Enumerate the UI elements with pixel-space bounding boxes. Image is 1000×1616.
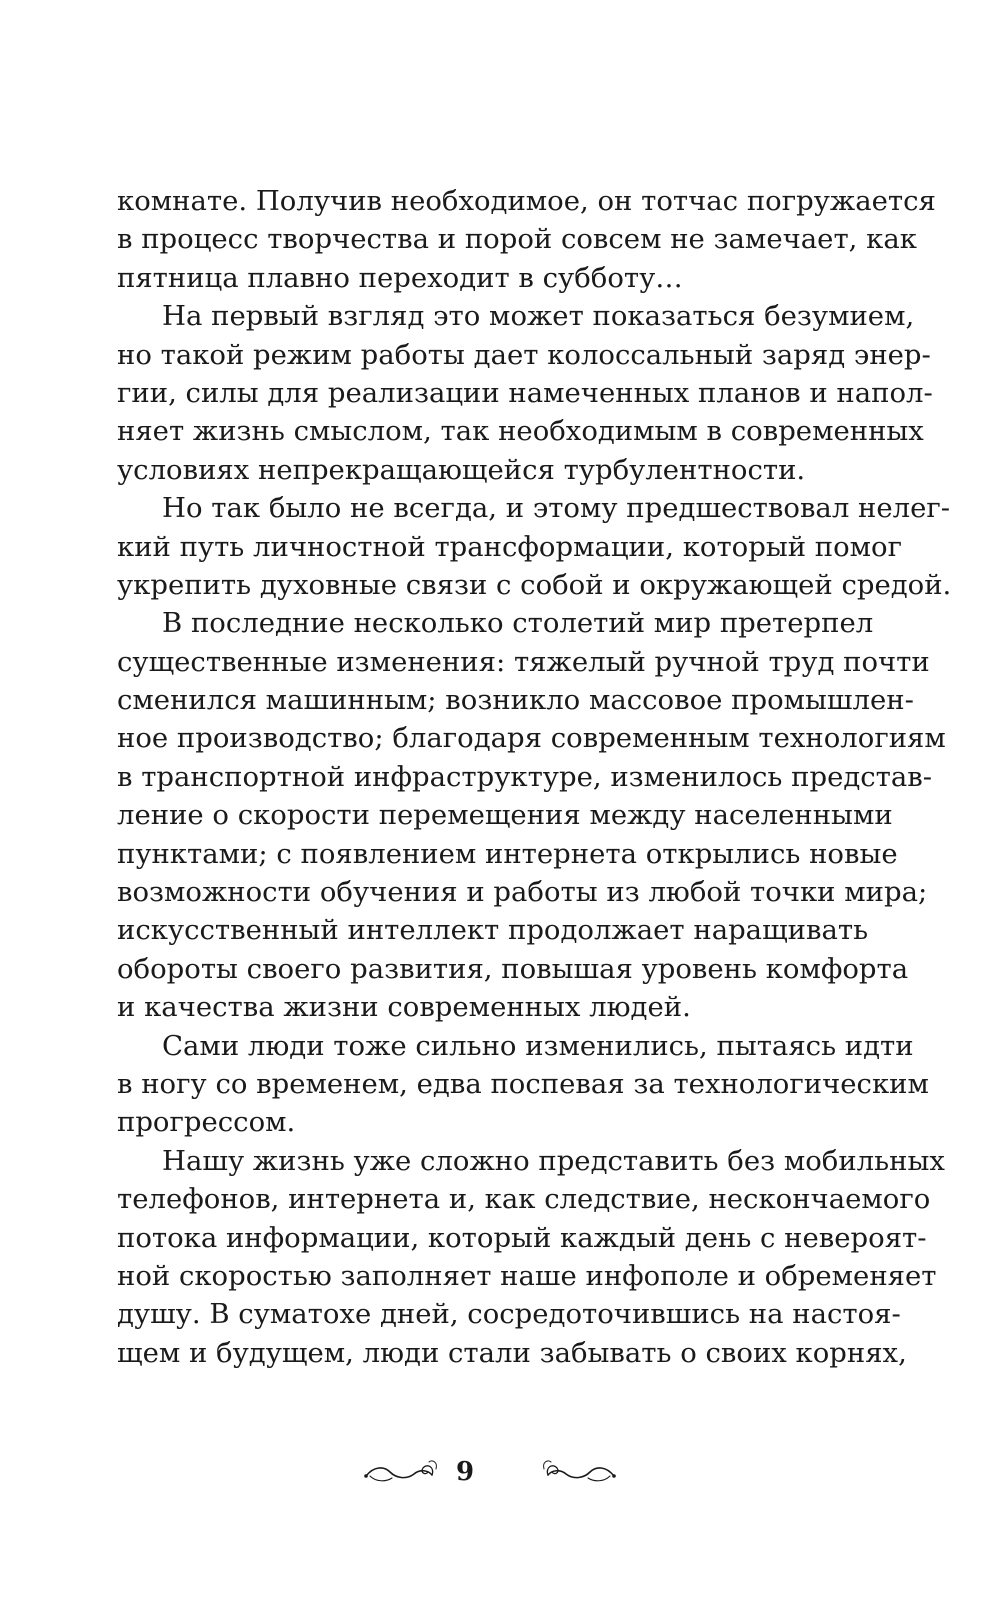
text-line: возможности обучения и работы из любой точки мира; bbox=[117, 876, 928, 909]
text-line: телефонов, интернета и, как следствие, нескончаемого bbox=[117, 1183, 931, 1216]
text-line: обороты своего развития, повышая уровень комфорта bbox=[117, 952, 909, 985]
text-line: условиях непрекращающейся турбулентности. bbox=[117, 453, 806, 486]
page-number: 9 bbox=[455, 1457, 475, 1487]
text-line: но такой режим работы дает колоссальный заряд энер- bbox=[117, 338, 931, 371]
text-line: пятница плавно переходит в субботу… bbox=[117, 261, 683, 294]
text-line: существенные изменения: тяжелый ручной труд почти bbox=[117, 645, 930, 678]
text-line: в ногу со временем, едва поспевая за технологическим bbox=[117, 1067, 929, 1100]
text-line: щем и будущем, люди стали забывать о своих корнях, bbox=[117, 1336, 907, 1369]
body-text bbox=[117, 182, 952, 1372]
text-line: Нашу жизнь уже сложно представить без мобильных bbox=[162, 1144, 945, 1177]
text-line: Но так было не всегда, и этому предшествовал нелег- bbox=[162, 492, 951, 525]
text-line: ное производство; благодаря современным технологиям bbox=[117, 722, 946, 755]
text-line: в транспортной инфраструктуре, изменилось представ- bbox=[117, 760, 933, 793]
text-line: гии, силы для реализации намеченных планов и напол- bbox=[117, 376, 933, 409]
text-line: прогрессом. bbox=[117, 1106, 296, 1139]
text-line: душу. В суматохе дней, сосредоточившись на настоя- bbox=[117, 1298, 901, 1331]
page-footer bbox=[0, 1452, 1000, 1492]
text-line: укрепить духовные связи с собой и окружающей средой. bbox=[117, 568, 952, 601]
text-line: няет жизнь смыслом, так необходимым в современных bbox=[117, 415, 924, 448]
text-line: потока информации, который каждый день с невероят- bbox=[117, 1221, 927, 1254]
text-line: искусственный интеллект продолжает наращивать bbox=[117, 914, 869, 947]
text-line: Сами люди тоже сильно изменились, пытаясь идти bbox=[162, 1029, 914, 1062]
text-line: На первый взгляд это может показаться безумием, bbox=[162, 300, 915, 333]
text-line: ление о скорости перемещения между населенными bbox=[117, 799, 893, 832]
text-line: в процесс творчества и порой совсем не замечает, как bbox=[117, 223, 917, 256]
text-line: кий путь личностной трансформации, который помог bbox=[117, 530, 903, 563]
text-line: сменился машинным; возникло массовое промышлен- bbox=[117, 684, 914, 717]
flourish-right-icon bbox=[498, 1452, 618, 1492]
text-line: комнате. Получив необходимое, он тотчас погружается bbox=[117, 185, 936, 217]
text-line: и качества жизни современных людей. bbox=[117, 991, 691, 1024]
text-line: ной скоростью заполняет наше инфополе и обременяет bbox=[117, 1259, 937, 1292]
text-line: В последние несколько столетий мир претерпел bbox=[162, 607, 874, 640]
text-line: пунктами; с появлением интернета открылись новые bbox=[117, 837, 898, 870]
